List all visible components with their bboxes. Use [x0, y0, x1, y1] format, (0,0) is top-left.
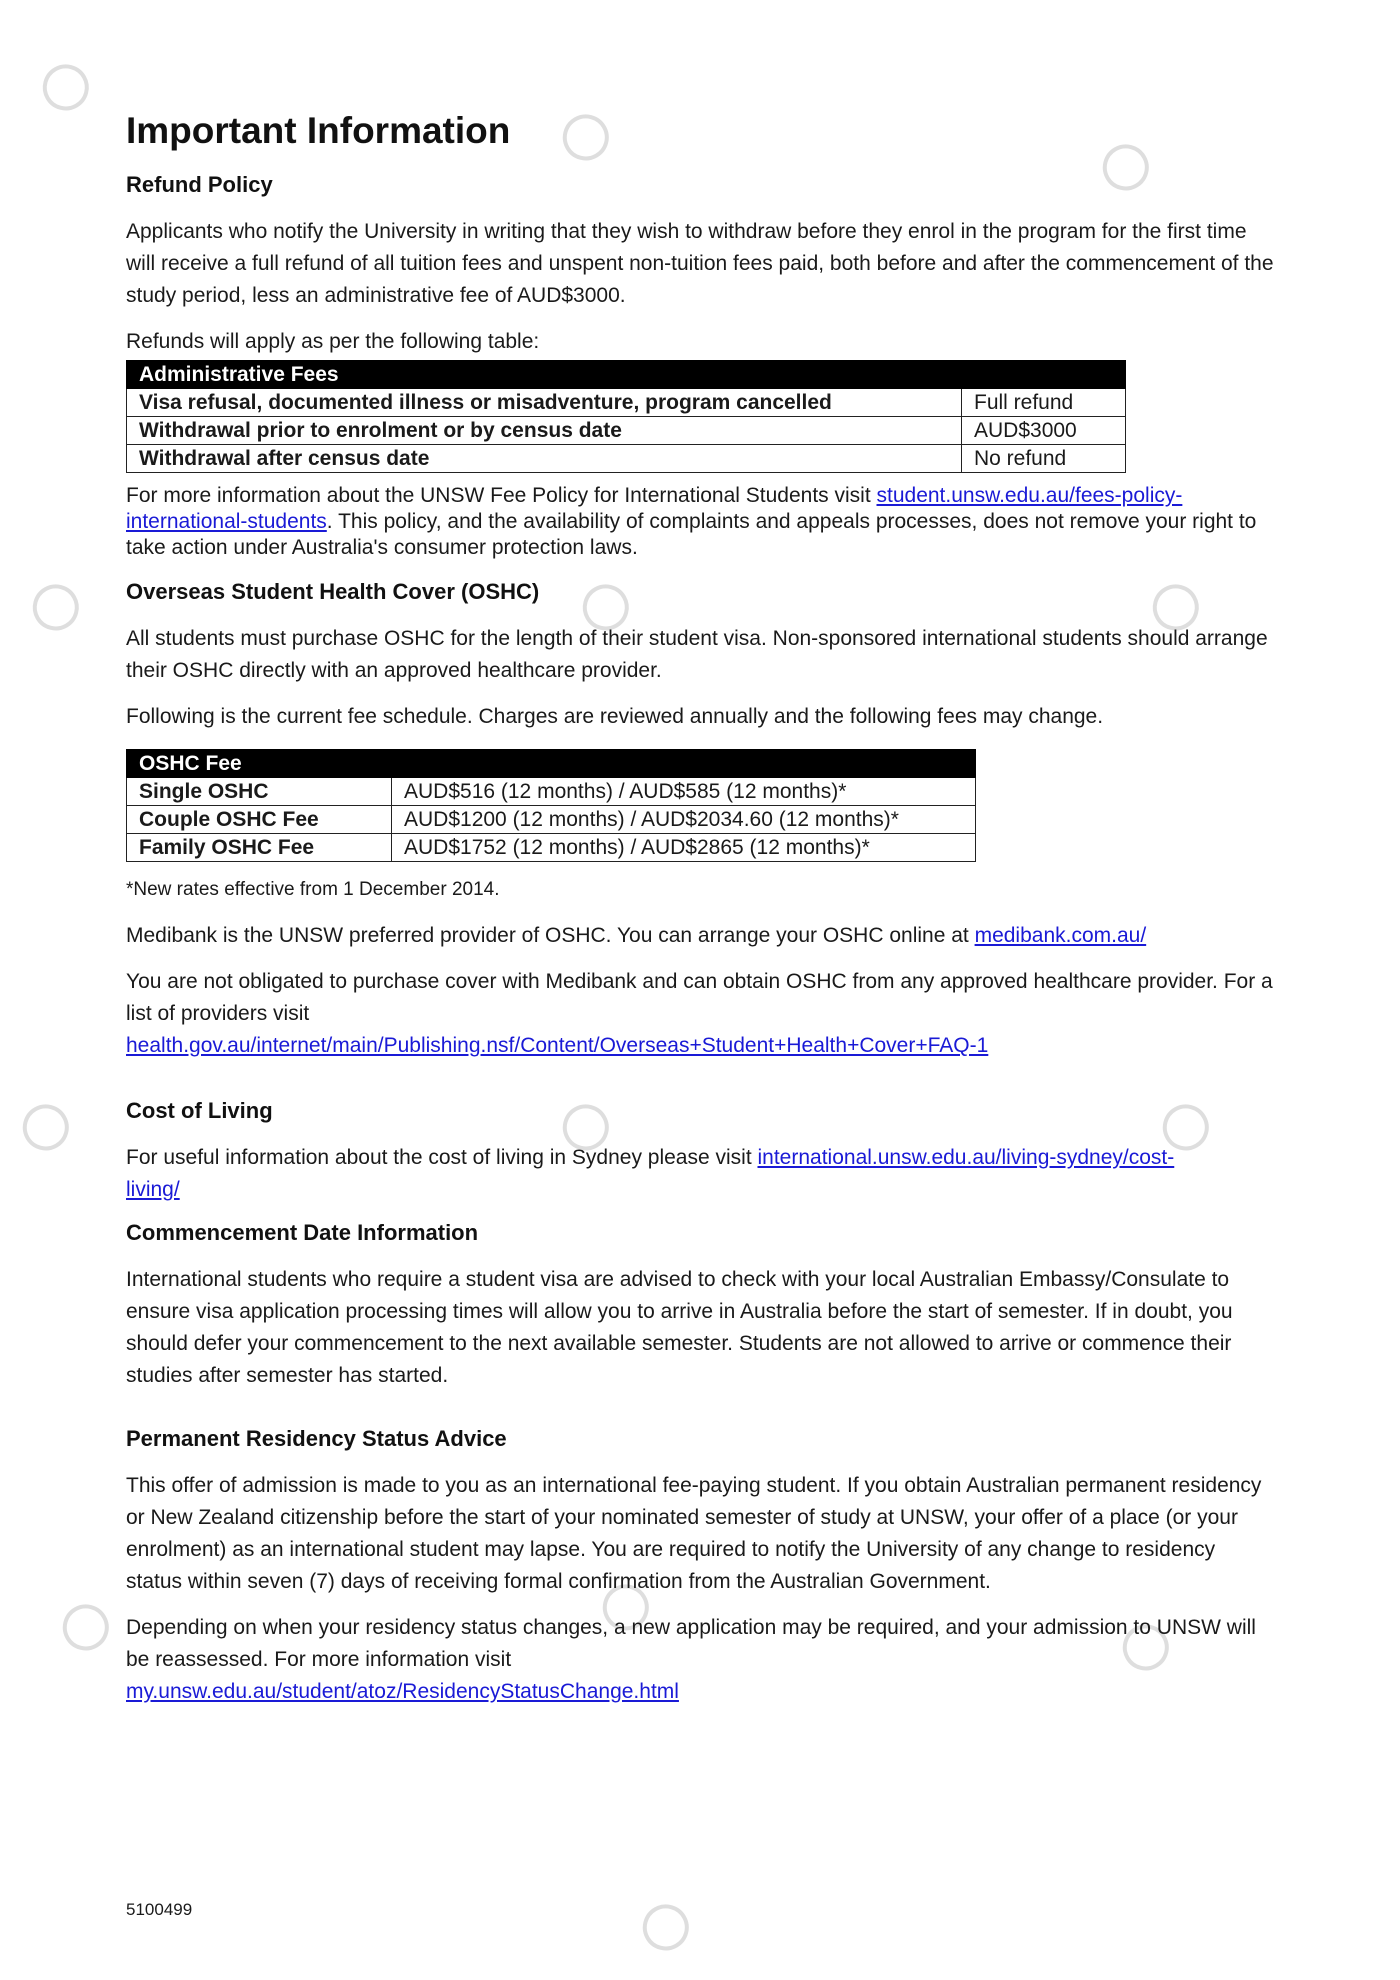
table-row — [127, 417, 1126, 445]
table-row — [127, 445, 1126, 473]
seal-icon — [34, 56, 97, 119]
table-header: OSHC Fee — [127, 750, 976, 778]
table-cell-label: Withdrawal after census date — [127, 445, 962, 473]
oshc-fee-table — [126, 749, 976, 862]
table-cell-label: Couple OSHC Fee — [127, 806, 392, 834]
medibank-paragraph — [126, 920, 1276, 952]
table-cell-value: AUD$1200 (12 months) / AUD$2034.60 (12 months)* — [392, 806, 976, 834]
table-cell-value: AUD$516 (12 months) / AUD$585 (12 months)* — [392, 778, 976, 806]
oshc-schedule-intro: Following is the current fee schedule. Charges are reviewed annually and the following fees may change. — [126, 705, 1104, 728]
medibank-text: Medibank is the UNSW preferred provider of OSHC. You can arrange your OSHC online at — [126, 924, 975, 947]
oshc-paragraph: All students must purchase OSHC for the length of their student visa. Non-sponsored international students should arrange their OSHC directly with an approved healthcare provider. — [126, 627, 1268, 682]
residency-link[interactable]: my.unsw.edu.au/student/atoz/ResidencyStatusChange.html — [126, 1680, 679, 1703]
residency-more-text: Depending on when your residency status changes, a new application may be required, and your admission to UNSW will be reassessed. For more information visit — [126, 1616, 1256, 1671]
table-cell-label: Withdrawal prior to enrolment or by census date — [127, 417, 962, 445]
table-cell-label: Single OSHC — [127, 778, 392, 806]
refund-heading: Refund Policy — [126, 172, 273, 197]
seal-icon — [14, 1096, 77, 1159]
table-header-row — [127, 361, 1126, 389]
residency-paragraph: This offer of admission is made to you as an international fee-paying student. If you obtain Australian permanent residency or New Zealand citizenship before the start of your nominated semester of study at UNSW, your offer of a place (or your enrolment) as an international student may lapse. You are required to notify the University of any change to residency status within seven (7) days of receiving formal confirmation from the Australian Government. — [126, 1474, 1262, 1593]
document-number: 5100499 — [126, 1900, 193, 1919]
fee-policy-text-post: . This policy, and the availability of complaints and appeals processes, does not remove your right to take action under Australia's consumer protection laws. — [126, 510, 1257, 559]
watermark — [634, 1849, 785, 1971]
table-cell-value: AUD$3000 — [962, 417, 1126, 445]
seal-icon — [54, 1596, 117, 1659]
cost-of-living-paragraph — [126, 1142, 1186, 1206]
refund-table-intro: Refunds will apply as per the following table: — [126, 330, 540, 353]
table-row — [127, 806, 976, 834]
seal-icon — [634, 1896, 697, 1959]
table-cell-value: AUD$1752 (12 months) / AUD$2865 (12 months)* — [392, 834, 976, 862]
admin-fees-table — [126, 360, 1126, 473]
fee-policy-link[interactable]: student.unsw.edu.au/fees-policy-international-students — [126, 484, 1183, 533]
residency-more-paragraph — [126, 1612, 1276, 1708]
document-content — [126, 110, 1276, 1722]
providers-paragraph — [126, 966, 1276, 1062]
fee-policy-text: For more information about the UNSW Fee Policy for International Students visit — [126, 484, 877, 507]
medibank-link[interactable]: medibank.com.au/ — [974, 924, 1147, 947]
table-row — [127, 389, 1126, 417]
cost-of-living-link[interactable]: international.unsw.edu.au/living-sydney/cost-living/ — [126, 1146, 1175, 1201]
refund-paragraph: Applicants who notify the University in writing that they wish to withdraw before they enrol in the program for the first time will receive a full refund of all tuition fees and unspent non-tuition fees paid, both before and after the commencement of the study period, less an administrative fee of AUD$3000. — [126, 220, 1274, 307]
cost-of-living-text: For useful information about the cost of living in Sydney please visit — [126, 1146, 758, 1169]
residency-heading: Permanent Residency Status Advice — [126, 1426, 507, 1451]
page-title: Important Information — [126, 110, 511, 151]
table-row — [127, 778, 976, 806]
providers-link[interactable]: health.gov.au/internet/main/Publishing.nsf/Content/Overseas+Student+Health+Cover+FAQ-1 — [126, 1034, 989, 1057]
oshc-heading: Overseas Student Health Cover (OSHC) — [126, 579, 540, 604]
fee-policy-paragraph — [126, 483, 1276, 561]
table-header-row — [127, 750, 976, 778]
table-cell-label: Visa refusal, documented illness or misadventure, program cancelled — [127, 389, 962, 417]
table-header: Administrative Fees — [127, 361, 1126, 389]
seal-icon — [24, 576, 87, 639]
table-row — [127, 834, 976, 862]
table-cell-label: Family OSHC Fee — [127, 834, 392, 862]
oshc-footnote: *New rates effective from 1 December 2014. — [126, 879, 500, 900]
table-cell-value: No refund — [962, 445, 1126, 473]
commencement-paragraph: International students who require a student visa are advised to check with your local Australian Embassy/Consulate to ensure visa application processing times will allow you to arrive in Australia before the start of semester. If in doubt, you should defer your commencement to the next available semester. Students are not allowed to arrive or commence their studies after semester has started. — [126, 1268, 1233, 1387]
providers-text: You are not obligated to purchase cover with Medibank and can obtain OSHC from any approved healthcare provider. For a list of providers visit — [126, 970, 1273, 1025]
cost-of-living-heading: Cost of Living — [126, 1098, 273, 1123]
commencement-heading: Commencement Date Information — [126, 1220, 479, 1245]
table-cell-value: Full refund — [962, 389, 1126, 417]
